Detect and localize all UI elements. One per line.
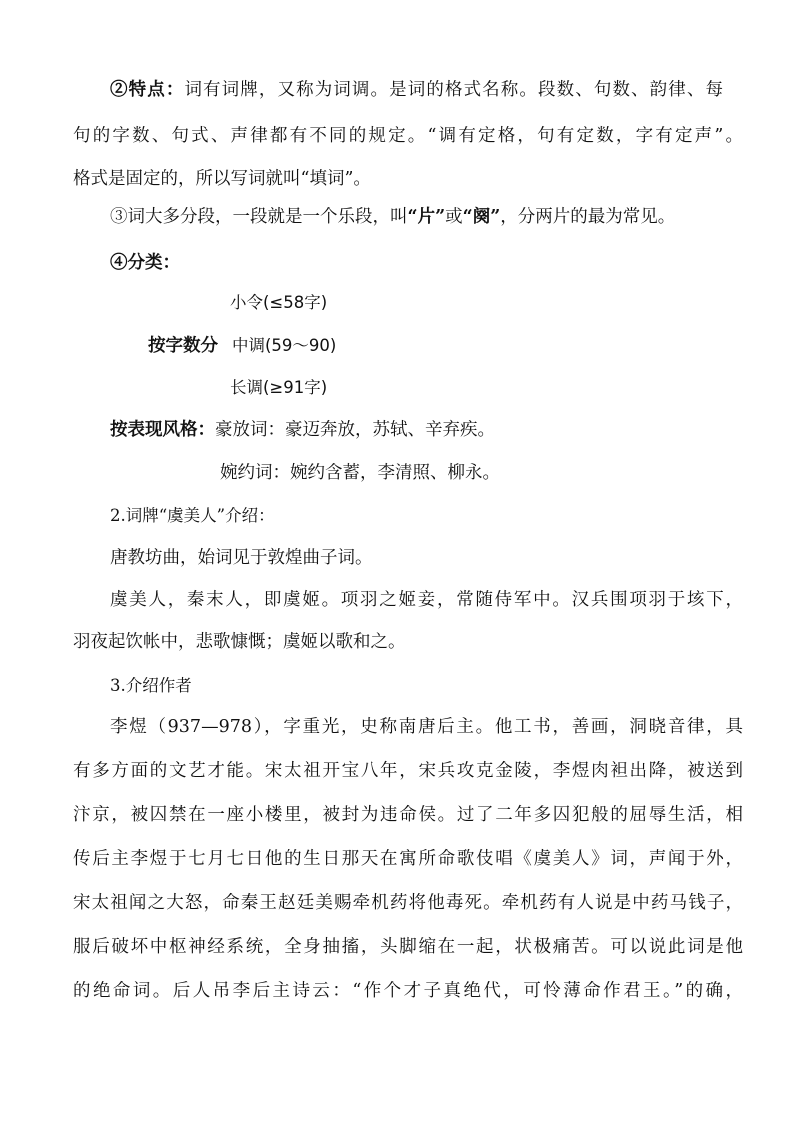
cipai-heading: 2.词牌“虞美人”介绍：	[110, 506, 275, 525]
cipai-line-1: 唐教坊曲，始词见于敦煌曲子词。	[110, 548, 373, 568]
author-line-3: 汴京，被囚禁在一座小楼里，被封为违命侯。过了二年多囚犯般的屈辱生活，相	[73, 805, 743, 825]
zhongdiao-item: 中调(59～90)	[232, 336, 337, 355]
by-style-line	[110, 419, 740, 441]
cipai-line-3: 羽夜起饮帐中，悲歌慷慨；虞姬以歌和之。	[73, 632, 406, 652]
author-line-5: 宋太祖闻之大怒，命秦王赵廷美赐牵机药将他毒死。牵机药有人说是中药马钱子，	[73, 893, 743, 913]
features-line-3: 格式是固定的，所以写词就叫“填词”。	[73, 169, 371, 189]
by-length-label: 按字数分	[148, 336, 218, 356]
haofang-item: 豪放词：豪迈奔放，苏轼、辛弃疾。	[215, 420, 495, 440]
by-style-label: 按表现风格：	[110, 420, 215, 440]
parts-connector: 或	[445, 207, 463, 227]
cipai-line-2: 虞美人，秦末人，即虞姬。项羽之姬妾，常随侍军中。汉兵围项羽于垓下，	[110, 590, 743, 610]
xiaoling-item: 小令(≤58字)	[230, 293, 328, 312]
wanyue-item: 婉约词：婉约含蓄，李清照、柳永。	[220, 463, 500, 483]
parts-term-pian: “片”	[407, 207, 446, 227]
author-line-2: 有多方面的文艺才能。宋太祖开宝八年，宋兵攻克金陵，李煜肉袒出降，被送到	[73, 761, 743, 781]
author-heading: 3.介绍作者	[110, 676, 192, 695]
author-line-6: 服后破坏中枢神经系统，全身抽搐，头脚缩在一起，状极痛苦。可以说此词是他	[73, 937, 743, 957]
parts-prefix: ③词大多分段，一段就是一个乐段，叫	[110, 207, 408, 227]
author-line-4: 传后主李煜于七月七日他的生日那天在寓所命歌伎唱《虞美人》词，声闻于外，	[73, 849, 743, 869]
features-label: ②特点：	[110, 80, 185, 100]
changdiao-item: 长调(≥91字)	[230, 378, 328, 397]
parts-suffix: ，分两片的最为常见。	[500, 207, 676, 227]
author-line-7: 的绝命词。后人吊李后主诗云：“作个才子真绝代，可怜薄命作君王。”的确，	[73, 981, 743, 1001]
parts-term-que: “阕”	[462, 207, 501, 227]
features-line-2: 句的字数、句式、声律都有不同的规定。“调有定格，句有定数，字有定声”。	[73, 126, 743, 146]
author-line-1: 李煜（937—978），字重光，史称南唐后主。他工书，善画，洞晓音律，具	[110, 717, 743, 737]
features-line-1	[110, 79, 723, 101]
parts-line	[110, 206, 740, 228]
classify-label: ④分类：	[110, 253, 180, 273]
features-text-1: 词有词牌，又称为词调。是词的格式名称。段数、句数、韵律、每	[184, 80, 723, 100]
